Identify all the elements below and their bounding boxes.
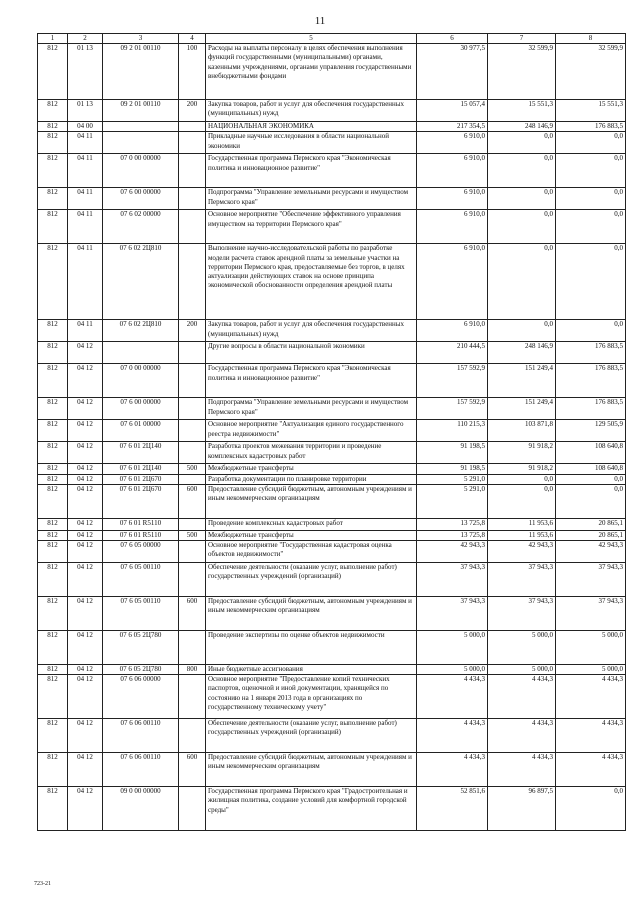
table-row — [38, 464, 626, 474]
section-code: 04 11 — [68, 188, 103, 210]
column-number: 2 — [68, 34, 103, 44]
amount-col-6: 6 910,0 — [417, 154, 488, 188]
target-article-code: 09 2 01 00110 — [103, 44, 179, 100]
grbs-code: 812 — [38, 474, 68, 484]
expense-type-code: 500 — [179, 530, 206, 540]
section-code: 04 12 — [68, 665, 103, 675]
amount-col-7: 37 943,3 — [488, 563, 556, 597]
expense-name: Межбюджетные трансферты — [206, 464, 417, 474]
target-article-code: 07 6 05 2Ц780 — [103, 665, 179, 675]
amount-col-7: 103 871,8 — [488, 420, 556, 442]
expense-type-code — [179, 364, 206, 398]
amount-col-6: 210 444,5 — [417, 342, 488, 364]
section-code: 04 12 — [68, 753, 103, 787]
section-code: 04 12 — [68, 530, 103, 540]
expense-name: Предоставление субсидий бюджетным, автономным учреждениям и иным некоммерческим организациям — [206, 597, 417, 631]
target-article-code — [103, 132, 179, 154]
section-code: 04 12 — [68, 398, 103, 420]
expense-name: Предоставление субсидий бюджетным, автономным учреждениям и иным некоммерческим организациям — [206, 753, 417, 787]
amount-col-7: 32 599,9 — [488, 44, 556, 100]
expense-name: Обеспечение деятельности (оказание услуг, выполнение работ) государственных учреждений (организаций) — [206, 719, 417, 753]
table-row — [38, 753, 626, 787]
section-code: 04 12 — [68, 464, 103, 474]
section-code: 04 11 — [68, 244, 103, 320]
amount-col-6: 4 434,3 — [417, 719, 488, 753]
amount-col-6: 6 910,0 — [417, 320, 488, 342]
amount-col-7: 151 249,4 — [488, 398, 556, 420]
grbs-code: 812 — [38, 442, 68, 464]
grbs-code: 812 — [38, 210, 68, 244]
target-article-code: 07 0 00 00000 — [103, 364, 179, 398]
expense-name: Основное мероприятие "Государственная кадастровая оценка объектов недвижимости" — [206, 541, 417, 563]
expense-name: Расходы на выплаты персоналу в целях обеспечения выполнения функций государственными (муниципальными) органами, казенными учреждениями, органами управления государственными внебюджетными фондами — [206, 44, 417, 100]
amount-col-7: 0,0 — [488, 154, 556, 188]
section-code: 01 13 — [68, 100, 103, 122]
amount-col-8: 0,0 — [556, 154, 626, 188]
section-code: 04 12 — [68, 719, 103, 753]
expense-type-code — [179, 210, 206, 244]
amount-col-6: 4 434,3 — [417, 675, 488, 719]
column-number: 7 — [488, 34, 556, 44]
amount-col-6: 5 291,0 — [417, 484, 488, 518]
grbs-code: 812 — [38, 420, 68, 442]
expense-type-code: 100 — [179, 44, 206, 100]
expense-name: НАЦИОНАЛЬНАЯ ЭКОНОМИКА — [206, 122, 417, 132]
section-code: 04 11 — [68, 320, 103, 342]
expense-type-code: 600 — [179, 597, 206, 631]
page-number: 11 — [314, 15, 326, 27]
column-number: 5 — [206, 34, 417, 44]
amount-col-6: 15 057,4 — [417, 100, 488, 122]
grbs-code: 812 — [38, 398, 68, 420]
expense-type-code — [179, 132, 206, 154]
section-code: 01 13 — [68, 44, 103, 100]
amount-col-6: 6 910,0 — [417, 188, 488, 210]
expense-name: Основное мероприятие "Обеспечение эффективного управления имуществом на территории Пермского края" — [206, 210, 417, 244]
section-code: 04 12 — [68, 420, 103, 442]
section-code: 04 12 — [68, 484, 103, 518]
target-article-code: 07 6 05 00110 — [103, 597, 179, 631]
grbs-code: 812 — [38, 244, 68, 320]
table-row — [38, 541, 626, 563]
section-code: 04 12 — [68, 541, 103, 563]
expense-name: Прикладные научные исследования в области национальной экономики — [206, 132, 417, 154]
amount-col-8: 0,0 — [556, 188, 626, 210]
expense-type-code — [179, 719, 206, 753]
grbs-code: 812 — [38, 665, 68, 675]
expense-name: Государственная программа Пермского края "Градостроительная и жилищная политика, создание условий для комфортной городской среды" — [206, 787, 417, 831]
table-row — [38, 563, 626, 597]
amount-col-7: 0,0 — [488, 474, 556, 484]
amount-col-7: 11 953,6 — [488, 518, 556, 530]
amount-col-8: 42 943,3 — [556, 541, 626, 563]
section-code: 04 12 — [68, 597, 103, 631]
amount-col-8: 5 000,0 — [556, 665, 626, 675]
expense-name: Подпрограмма "Управление земельными ресурсами и имуществом Пермского края" — [206, 188, 417, 210]
amount-col-8: 5 000,0 — [556, 631, 626, 665]
table-row — [38, 787, 626, 831]
target-article-code: 07 6 01 2Ц670 — [103, 474, 179, 484]
expense-name: Закупка товаров, работ и услуг для обеспечения государственных (муниципальных) нужд — [206, 100, 417, 122]
section-code: 04 12 — [68, 364, 103, 398]
table-row — [38, 44, 626, 100]
expense-type-code — [179, 244, 206, 320]
amount-col-7: 0,0 — [488, 320, 556, 342]
grbs-code: 812 — [38, 188, 68, 210]
target-article-code: 07 6 01 R5110 — [103, 530, 179, 540]
grbs-code: 812 — [38, 719, 68, 753]
target-article-code — [103, 122, 179, 132]
table-row — [38, 132, 626, 154]
expense-name: Государственная программа Пермского края "Экономическая политика и инновационное развитие" — [206, 154, 417, 188]
expense-name: Государственная программа Пермского края "Экономическая политика и инновационное развитие" — [206, 364, 417, 398]
expense-name: Разработка документации по планировке территории — [206, 474, 417, 484]
table-row — [38, 188, 626, 210]
target-article-code — [103, 342, 179, 364]
section-code: 04 12 — [68, 518, 103, 530]
expense-type-code — [179, 675, 206, 719]
expense-name: Разработка проектов межевания территории и проведение комплексных кадастровых работ — [206, 442, 417, 464]
amount-col-7: 248 146,9 — [488, 122, 556, 132]
expense-type-code — [179, 342, 206, 364]
target-article-code: 07 6 05 00000 — [103, 541, 179, 563]
expense-type-code — [179, 122, 206, 132]
section-code: 04 12 — [68, 675, 103, 719]
expense-name: Подпрограмма "Управление земельными ресурсами и имуществом Пермского края" — [206, 398, 417, 420]
expense-name: Обеспечение деятельности (оказание услуг, выполнение работ) государственных учреждений (организаций) — [206, 563, 417, 597]
target-article-code: 07 6 01 00000 — [103, 420, 179, 442]
amount-col-7: 248 146,9 — [488, 342, 556, 364]
amount-col-6: 110 215,3 — [417, 420, 488, 442]
expense-type-code: 600 — [179, 753, 206, 787]
grbs-code: 812 — [38, 100, 68, 122]
column-number: 6 — [417, 34, 488, 44]
amount-col-6: 30 977,5 — [417, 44, 488, 100]
expense-type-code — [179, 188, 206, 210]
amount-col-8: 4 434,3 — [556, 719, 626, 753]
target-article-code: 07 6 01 2Ц140 — [103, 464, 179, 474]
amount-col-7: 5 000,0 — [488, 665, 556, 675]
expense-type-code: 500 — [179, 464, 206, 474]
grbs-code: 812 — [38, 364, 68, 398]
expense-type-code — [179, 787, 206, 831]
amount-col-6: 4 434,3 — [417, 753, 488, 787]
target-article-code: 07 6 01 R5110 — [103, 518, 179, 530]
grbs-code: 812 — [38, 597, 68, 631]
target-article-code: 07 6 05 00110 — [103, 563, 179, 597]
table-row — [38, 100, 626, 122]
amount-col-7: 0,0 — [488, 484, 556, 518]
expense-type-code — [179, 154, 206, 188]
target-article-code: 07 0 00 00000 — [103, 154, 179, 188]
grbs-code: 812 — [38, 530, 68, 540]
column-number: 4 — [179, 34, 206, 44]
expense-name: Иные бюджетные ассигнования — [206, 665, 417, 675]
amount-col-7: 151 249,4 — [488, 364, 556, 398]
table-row — [38, 484, 626, 518]
amount-col-6: 91 198,5 — [417, 464, 488, 474]
expense-name: Основное мероприятие "Предоставление копий технических паспортов, оценочной и иной документации, хранящейся по состоянию на 1 января 2013 года в организациях по государственному техническому учету" — [206, 675, 417, 719]
table-row — [38, 518, 626, 530]
amount-col-6: 157 592,9 — [417, 398, 488, 420]
table-row — [38, 420, 626, 442]
amount-col-6: 5 000,0 — [417, 631, 488, 665]
target-article-code: 07 6 00 00000 — [103, 398, 179, 420]
section-code: 04 00 — [68, 122, 103, 132]
amount-col-6: 6 910,0 — [417, 132, 488, 154]
amount-col-7: 91 918,2 — [488, 442, 556, 464]
target-article-code: 07 6 05 2Ц780 — [103, 631, 179, 665]
target-article-code: 07 6 02 00000 — [103, 210, 179, 244]
amount-col-7: 0,0 — [488, 132, 556, 154]
grbs-code: 812 — [38, 518, 68, 530]
target-article-code: 07 6 02 2Ц810 — [103, 244, 179, 320]
grbs-code: 812 — [38, 320, 68, 342]
amount-col-8: 32 599,9 — [556, 44, 626, 100]
expense-name: Межбюджетные трансферты — [206, 530, 417, 540]
expense-type-code: 800 — [179, 665, 206, 675]
target-article-code: 09 0 00 00000 — [103, 787, 179, 831]
expense-name: Основное мероприятие "Актуализация единого государственного реестра недвижимости" — [206, 420, 417, 442]
amount-col-8: 0,0 — [556, 787, 626, 831]
target-article-code: 07 6 00 00000 — [103, 188, 179, 210]
expense-name: Предоставление субсидий бюджетным, автономным учреждениям и иным некоммерческим организациям — [206, 484, 417, 518]
grbs-code: 812 — [38, 122, 68, 132]
amount-col-7: 96 897,5 — [488, 787, 556, 831]
expense-type-code — [179, 518, 206, 530]
section-code: 04 12 — [68, 342, 103, 364]
section-code: 04 11 — [68, 210, 103, 244]
column-number: 1 — [38, 34, 68, 44]
expense-type-code — [179, 563, 206, 597]
table-row — [38, 244, 626, 320]
grbs-code: 812 — [38, 44, 68, 100]
section-code: 04 11 — [68, 154, 103, 188]
amount-col-6: 5 291,0 — [417, 474, 488, 484]
budget-table — [37, 33, 626, 831]
table-row — [38, 665, 626, 675]
target-article-code: 07 6 06 00110 — [103, 753, 179, 787]
table-row — [38, 210, 626, 244]
amount-col-8: 15 551,3 — [556, 100, 626, 122]
amount-col-6: 157 592,9 — [417, 364, 488, 398]
table-row — [38, 398, 626, 420]
amount-col-8: 0,0 — [556, 132, 626, 154]
amount-col-6: 52 851,6 — [417, 787, 488, 831]
amount-col-7: 0,0 — [488, 244, 556, 320]
section-code: 04 12 — [68, 442, 103, 464]
budget-table-body — [38, 34, 626, 831]
amount-col-6: 42 943,3 — [417, 541, 488, 563]
target-article-code: 09 2 01 00110 — [103, 100, 179, 122]
column-number-row — [38, 34, 626, 44]
amount-col-8: 176 883,5 — [556, 398, 626, 420]
expense-type-code: 200 — [179, 100, 206, 122]
amount-col-8: 176 883,5 — [556, 122, 626, 132]
section-code: 04 12 — [68, 787, 103, 831]
table-row — [38, 154, 626, 188]
amount-col-7: 37 943,3 — [488, 597, 556, 631]
amount-col-8: 0,0 — [556, 320, 626, 342]
expense-name: Другие вопросы в области национальной экономики — [206, 342, 417, 364]
amount-col-7: 15 551,3 — [488, 100, 556, 122]
amount-col-8: 0,0 — [556, 244, 626, 320]
amount-col-6: 13 725,8 — [417, 518, 488, 530]
amount-col-7: 91 918,2 — [488, 464, 556, 474]
amount-col-7: 11 953,6 — [488, 530, 556, 540]
amount-col-6: 6 910,0 — [417, 244, 488, 320]
amount-col-8: 4 434,3 — [556, 675, 626, 719]
expense-type-code: 600 — [179, 484, 206, 518]
amount-col-8: 20 865,1 — [556, 530, 626, 540]
amount-col-7: 0,0 — [488, 210, 556, 244]
amount-col-8: 108 640,8 — [556, 442, 626, 464]
grbs-code: 812 — [38, 132, 68, 154]
grbs-code: 812 — [38, 675, 68, 719]
column-number: 8 — [556, 34, 626, 44]
table-row — [38, 530, 626, 540]
expense-name: Закупка товаров, работ и услуг для обеспечения государственных (муниципальных) нужд — [206, 320, 417, 342]
amount-col-8: 108 640,8 — [556, 464, 626, 474]
expense-type-code — [179, 398, 206, 420]
amount-col-6: 37 943,3 — [417, 597, 488, 631]
amount-col-8: 0,0 — [556, 210, 626, 244]
section-code: 04 12 — [68, 563, 103, 597]
target-article-code: 07 6 06 00000 — [103, 675, 179, 719]
grbs-code: 812 — [38, 541, 68, 563]
table-row — [38, 597, 626, 631]
amount-col-6: 13 725,8 — [417, 530, 488, 540]
table-row — [38, 320, 626, 342]
grbs-code: 812 — [38, 787, 68, 831]
expense-name: Выполнение научно-исследовательской работы по разработке модели расчета ставок арендной платы за земельные участки на территории Пермского края, предоставляемые без торгов, в целях актуализации действующих ставок на основе принципа экономической обоснованности определения арендной платы — [206, 244, 417, 320]
amount-col-7: 42 943,3 — [488, 541, 556, 563]
grbs-code: 812 — [38, 484, 68, 518]
grbs-code: 812 — [38, 342, 68, 364]
expense-type-code — [179, 474, 206, 484]
amount-col-8: 37 943,3 — [556, 597, 626, 631]
grbs-code: 812 — [38, 464, 68, 474]
target-article-code: 07 6 02 2Ц810 — [103, 320, 179, 342]
amount-col-7: 4 434,3 — [488, 719, 556, 753]
amount-col-6: 37 943,3 — [417, 563, 488, 597]
expense-name: Проведение комплексных кадастровых работ — [206, 518, 417, 530]
grbs-code: 812 — [38, 631, 68, 665]
target-article-code: 07 6 06 00110 — [103, 719, 179, 753]
amount-col-6: 6 910,0 — [417, 210, 488, 244]
table-row — [38, 442, 626, 464]
expense-type-code — [179, 442, 206, 464]
section-code: 04 12 — [68, 631, 103, 665]
amount-col-7: 5 000,0 — [488, 631, 556, 665]
amount-col-8: 176 883,5 — [556, 364, 626, 398]
amount-col-8: 4 434,3 — [556, 753, 626, 787]
amount-col-7: 0,0 — [488, 188, 556, 210]
table-row — [38, 342, 626, 364]
table-row — [38, 474, 626, 484]
table-row — [38, 719, 626, 753]
amount-col-8: 37 943,3 — [556, 563, 626, 597]
target-article-code: 07 6 01 2Ц140 — [103, 442, 179, 464]
grbs-code: 812 — [38, 753, 68, 787]
expense-type-code — [179, 420, 206, 442]
expense-type-code: 200 — [179, 320, 206, 342]
expense-type-code — [179, 631, 206, 665]
amount-col-8: 0,0 — [556, 474, 626, 484]
amount-col-8: 0,0 — [556, 484, 626, 518]
amount-col-8: 129 505,9 — [556, 420, 626, 442]
target-article-code: 07 6 01 2Ц670 — [103, 484, 179, 518]
amount-col-7: 4 434,3 — [488, 675, 556, 719]
expense-type-code — [179, 541, 206, 563]
table-row — [38, 122, 626, 132]
amount-col-7: 4 434,3 — [488, 753, 556, 787]
table-row — [38, 364, 626, 398]
grbs-code: 812 — [38, 154, 68, 188]
table-row — [38, 631, 626, 665]
amount-col-8: 20 865,1 — [556, 518, 626, 530]
expense-name: Проведение экспертизы по оценке объектов недвижимости — [206, 631, 417, 665]
amount-col-6: 5 000,0 — [417, 665, 488, 675]
section-code: 04 11 — [68, 132, 103, 154]
table-row — [38, 675, 626, 719]
amount-col-8: 176 883,5 — [556, 342, 626, 364]
amount-col-6: 91 198,5 — [417, 442, 488, 464]
section-code: 04 12 — [68, 474, 103, 484]
amount-col-6: 217 354,5 — [417, 122, 488, 132]
column-number: 3 — [103, 34, 179, 44]
footer-document-code: 723-21 — [34, 881, 51, 887]
grbs-code: 812 — [38, 563, 68, 597]
